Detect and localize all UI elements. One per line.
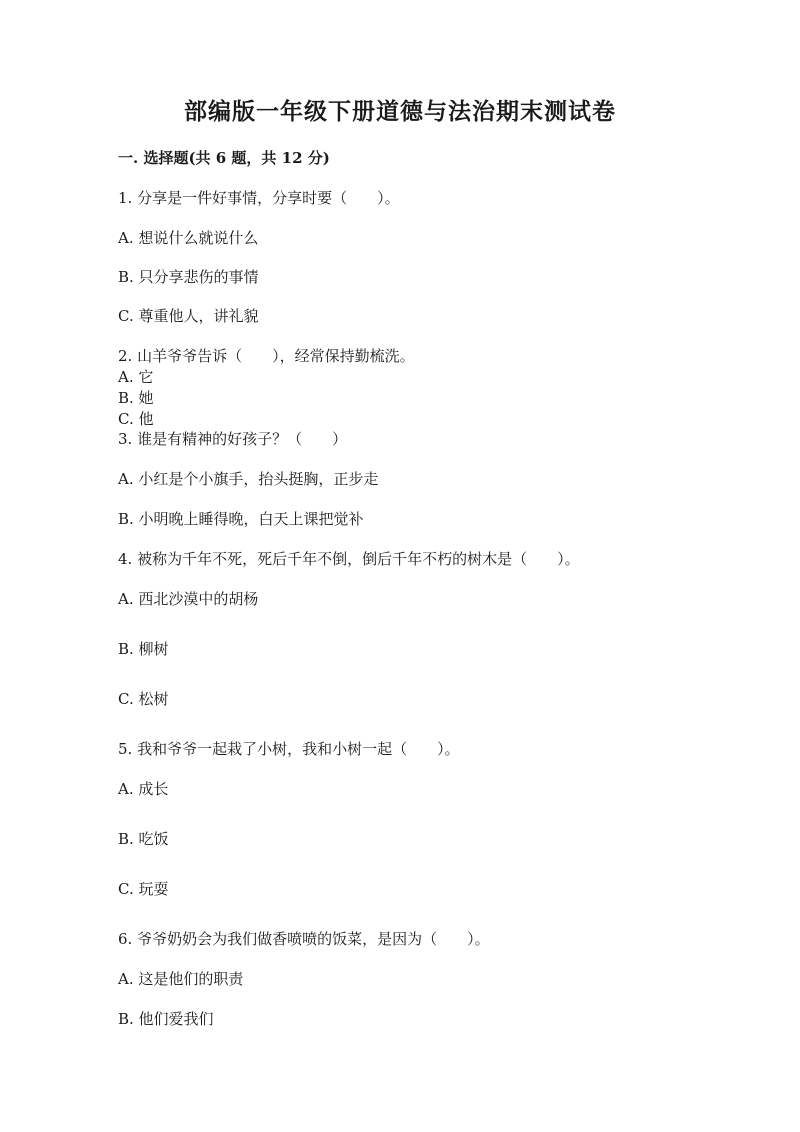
question-6-stem: 6. 爷爷奶奶会为我们做香喷喷的饭菜，是因为（ ）。 [118,930,490,948]
exam-title: 部编版一年级下册道德与法治期末测试卷 [184,98,616,125]
question-1-stem: 1. 分享是一件好事情，分享时要（ ）。 [118,189,400,207]
question-1-option-a: A. 想说什么就说什么 [118,229,259,247]
question-2-option-a: A. 它 [118,368,154,386]
question-2-option-c: C. 他 [118,410,154,428]
question-6-option-b: B. 他们爱我们 [118,1010,214,1028]
question-1-option-b: B. 只分享悲伤的事情 [118,268,259,286]
question-4-option-c: C. 松树 [118,690,169,708]
question-5-option-b: B. 吃饭 [118,830,169,848]
question-1-option-c: C. 尊重他人，讲礼貌 [118,307,259,325]
question-5-option-c: C. 玩耍 [118,880,169,898]
question-3-stem: 3. 谁是有精神的好孩子？（ ） [118,430,348,448]
question-3-option-a: A. 小红是个小旗手，抬头挺胸，正步走 [118,470,379,488]
question-5-option-a: A. 成长 [118,780,169,798]
section-heading: 一. 选择题(共 6 题，共 12 分) [118,149,330,167]
question-4-option-b: B. 柳树 [118,640,169,658]
question-2-stem: 2. 山羊爷爷告诉（ ），经常保持勤梳洗。 [118,347,415,365]
question-3-option-b: B. 小明晚上睡得晚，白天上课把觉补 [118,510,364,528]
question-6-option-a: A. 这是他们的职责 [118,970,244,988]
question-2-option-b: B. 她 [118,389,154,407]
question-4-option-a: A. 西北沙漠中的胡杨 [118,590,259,608]
question-4-stem: 4. 被称为千年不死，死后千年不倒，倒后千年不朽的树木是（ ）。 [118,550,580,568]
question-5-stem: 5. 我和爷爷一起栽了小树，我和小树一起（ ）。 [118,740,460,758]
